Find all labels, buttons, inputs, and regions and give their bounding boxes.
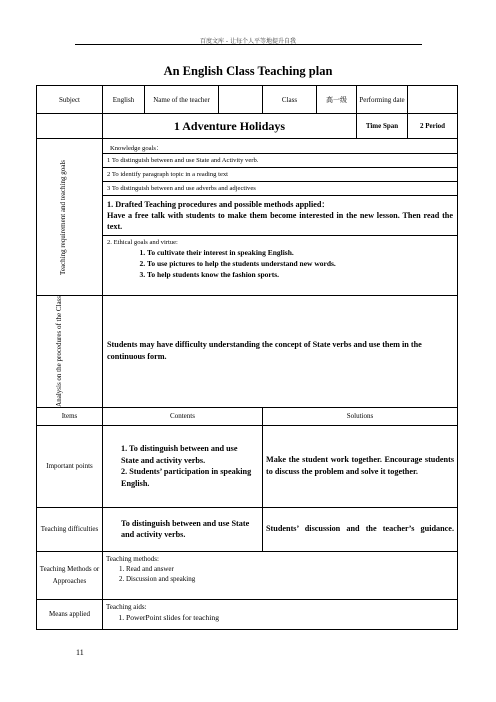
means-item: 1. PowerPoint slides for teaching [126,613,454,622]
ethical-section [103,236,457,286]
info-row [37,86,458,114]
knowledge-goals-title: Knowledge goals： [110,145,163,152]
ethical-list [107,248,453,279]
analysis-side-label: Analysis on the procedures of the Class [54,296,63,407]
time-span-label: Time Span [357,114,408,139]
means-cell [103,599,458,629]
subject-label: Subject [37,86,103,114]
teacher-label: Name of the teacher [145,86,219,114]
items-header-row [37,407,458,425]
means-title: Teaching aids: [106,602,147,611]
date-value [408,86,458,114]
time-span-value: 2 Period [408,114,458,139]
important-solution: Make the student work together. Encourage students to discuss the problem and solve it together. [263,425,458,507]
method-item: 2. Discussion and speaking [126,575,454,583]
analysis-side-cell [37,296,103,408]
difficulties-solution: Students’ discussion and the teacher’s guidance. [263,507,458,551]
methods-row [37,551,458,599]
goals-side-label: Teaching requirement and teaching goals [58,159,67,275]
knowledge-item: 1 To distinguish between and use State and Activity verb. [103,154,457,168]
solutions-header: Solutions [263,407,458,425]
header-rule [75,44,422,45]
analysis-text: Students may have difficulty understanding the concept of State verbs and use them in the continuous form. [103,296,458,408]
goals-side-cell [37,139,103,296]
ethical-item: 2. To use pictures to help the students understand new words. [147,259,453,268]
ethical-item: 1. To cultivate their interest in speaking English. [147,248,453,257]
procedures-text: Have a free talk with students to make them become interested in the new lesson. Then read the text. [107,211,453,231]
page-number: 11 [76,648,84,657]
knowledge-item: 2 To identify paragraph topic in a reading text [103,168,457,182]
important-contents [103,425,263,507]
lesson-row [37,114,458,139]
means-label: Means applied [37,599,103,629]
important-content-item: 1. To distinguish between and use State and activity verbs. [121,444,238,465]
teacher-value [219,86,263,114]
ethical-title: 2. Ethical goals and virtue: [107,239,178,246]
procedures-title: 1. Drafted Teaching procedures and possible methods applied： [107,200,330,209]
means-row [37,599,458,629]
teaching-plan-table [36,85,458,630]
method-item: 1. Read and answer [126,565,454,573]
difficulties-content: To distinguish between and use State and activity verbs. [103,507,263,551]
ethical-item: 3. To help students know the fashion sports. [147,270,453,279]
important-points-row [37,425,458,507]
page-header: 百度文库 - 让每个人平等地提升自我 [200,38,296,45]
knowledge-item: 3 To distinguish between and use adverbs and adjectives [103,182,457,196]
means-list [106,613,454,622]
methods-label: Teaching Methods or Approaches [37,551,103,599]
contents-header: Contents [103,407,263,425]
difficulties-label: Teaching difficulties [37,507,103,551]
methods-title: Teaching methods: [106,554,159,563]
analysis-row [37,296,458,408]
class-label: Class [263,86,317,114]
class-value: 高一级 [317,86,357,114]
procedures-section [103,196,457,236]
items-header: Items [37,407,103,425]
document-title: An English Class Teaching plan [163,64,333,78]
knowledge-goals [103,139,457,154]
important-content-item: 2. Students’ participation in speaking English. [121,467,252,488]
methods-list [106,565,454,583]
difficulties-row [37,507,458,551]
lesson-title: 1 Adventure Holidays [103,114,357,139]
date-label: Performing date [357,86,408,114]
methods-cell [103,551,458,599]
subject-value: English [103,86,145,114]
lesson-empty-cell [37,114,103,139]
important-label: Important points [37,425,103,507]
goals-row [37,139,458,296]
